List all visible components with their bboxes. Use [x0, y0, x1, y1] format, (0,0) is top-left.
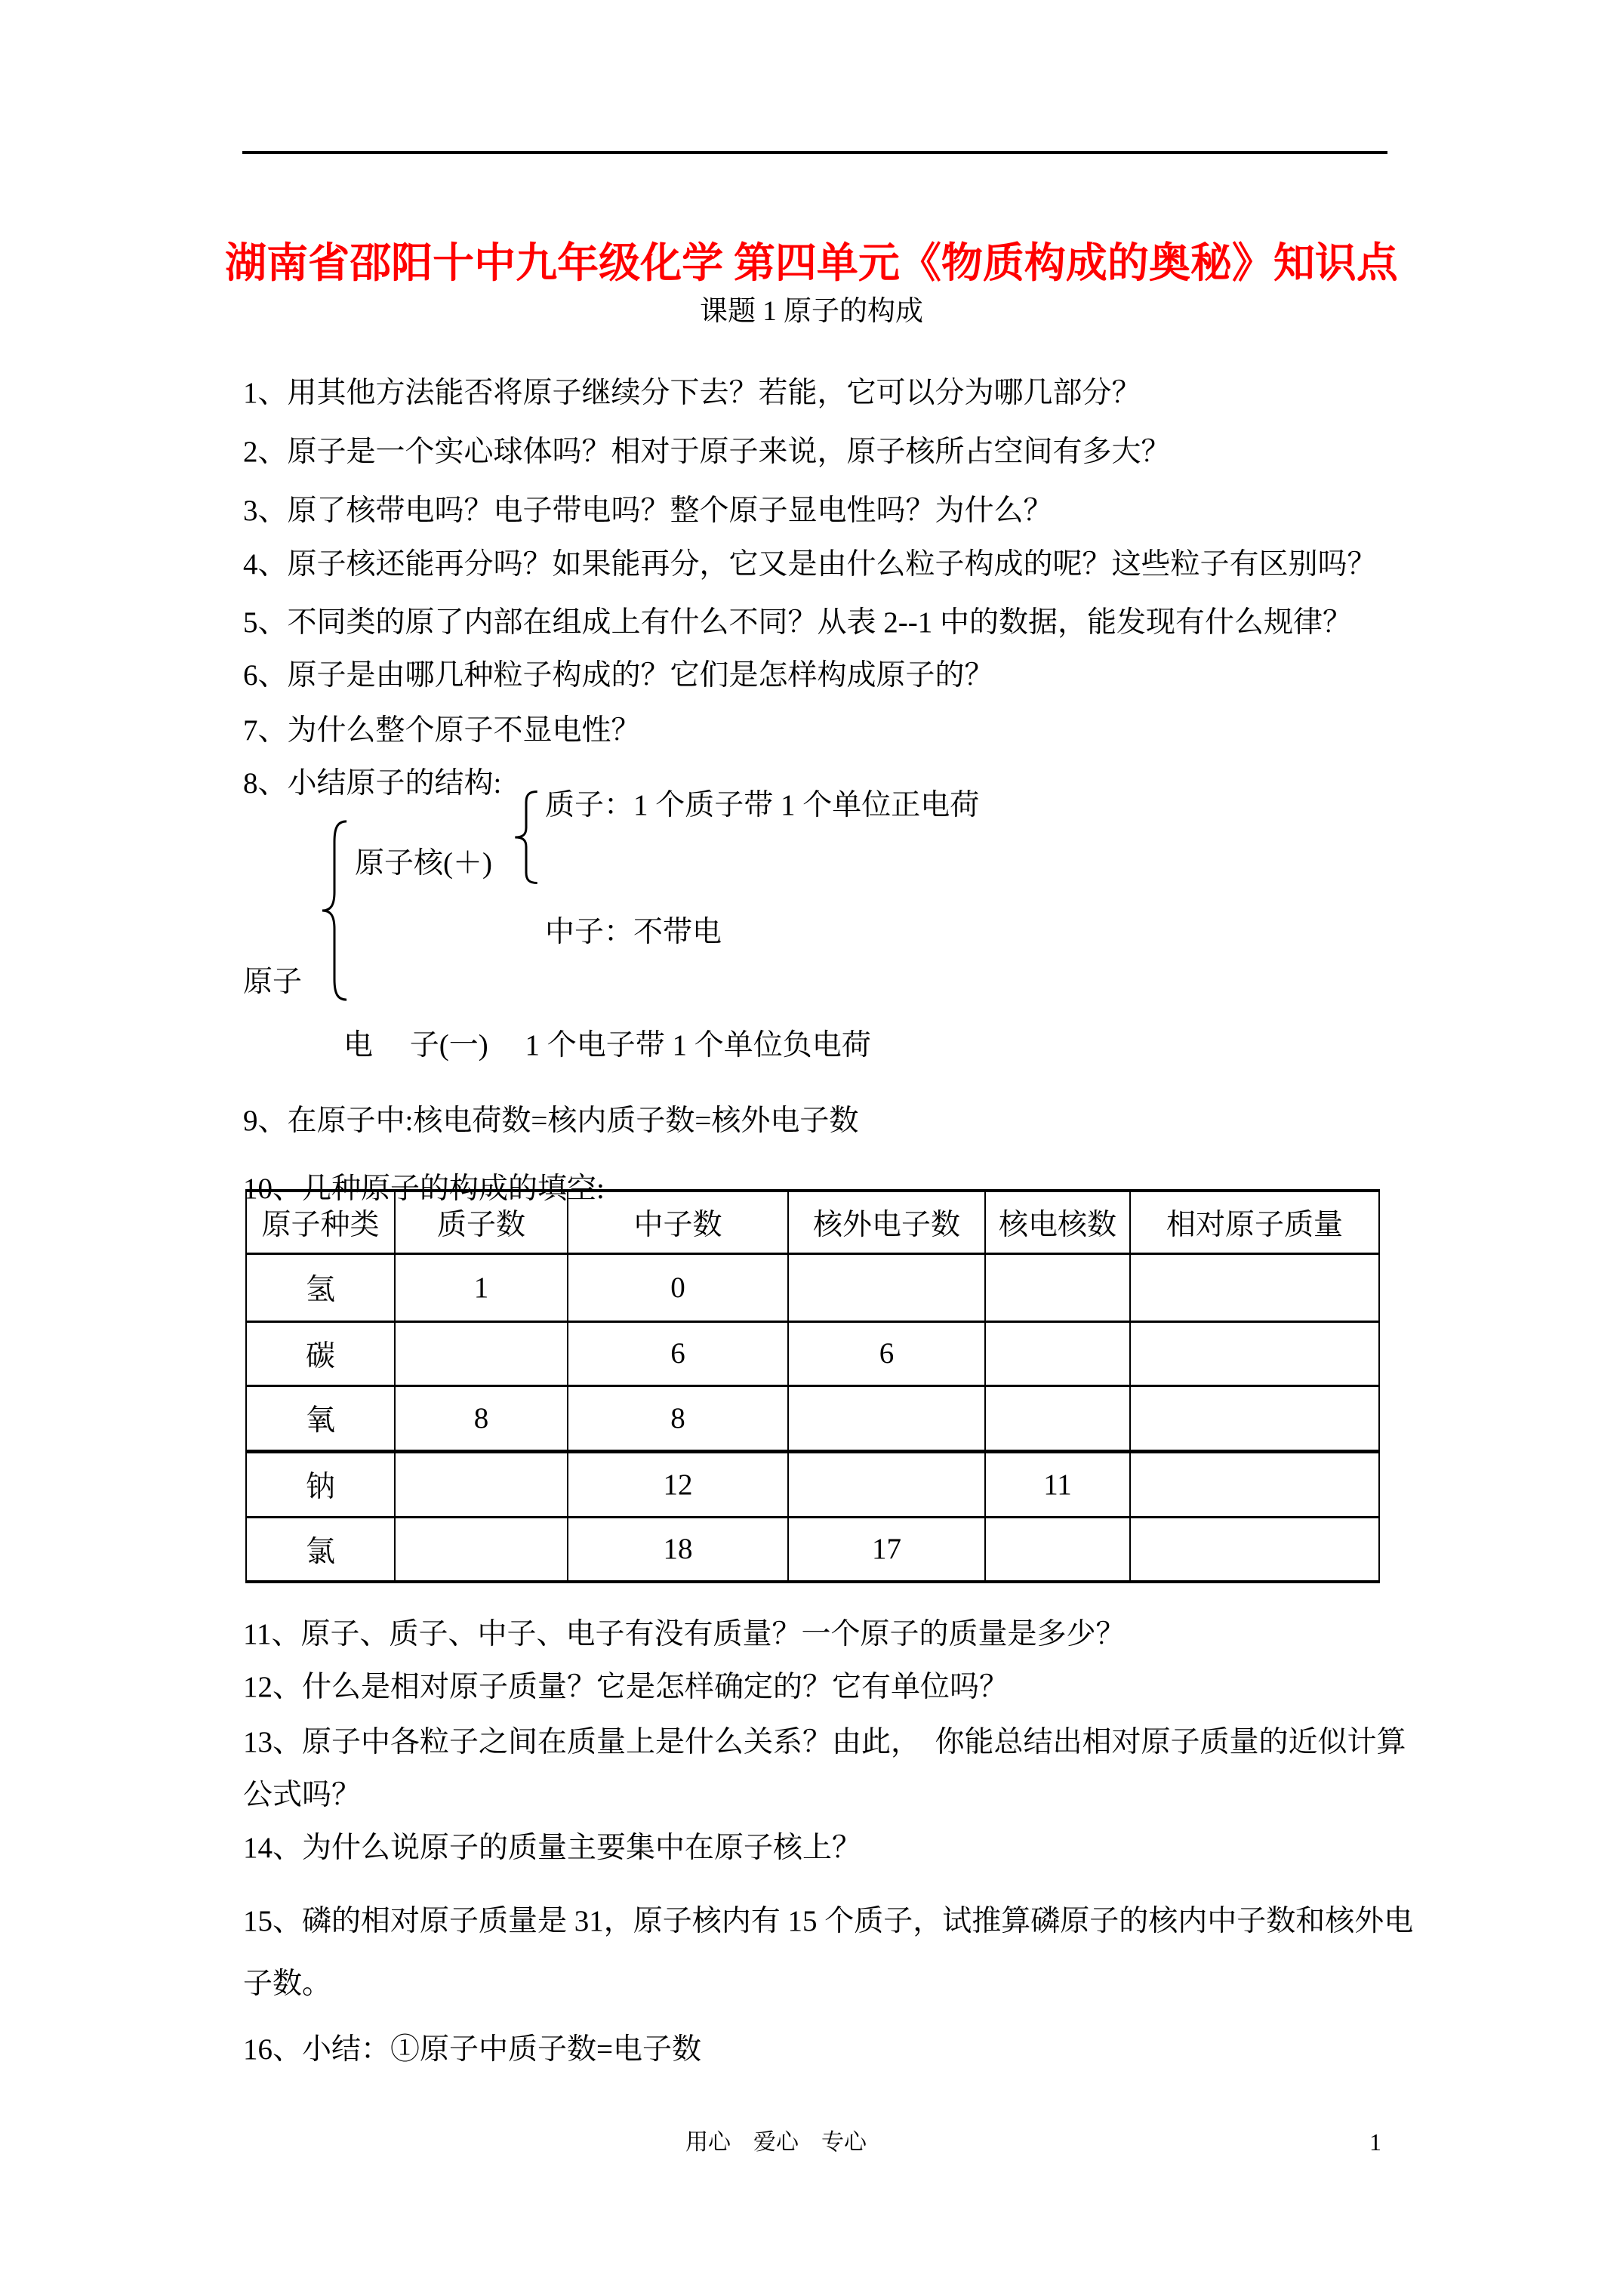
question-7: 7、为什么整个原子不显电性？: [243, 714, 641, 747]
footer-motto: 用心 爱心 专心: [685, 2130, 867, 2155]
table-cell: 6: [568, 1321, 788, 1385]
table-cell: 11: [985, 1451, 1130, 1517]
row-label: 钠: [246, 1451, 395, 1517]
table-cell: [1130, 1451, 1379, 1517]
question-14: 14、为什么说原子的质量主要集中在原子核上？: [243, 1832, 862, 1864]
question-3: 3、原了核带电吗？电子带电吗？整个原子显电性吗？为什么？: [243, 495, 1053, 527]
header-relative-mass: 相对原子质量: [1130, 1191, 1379, 1253]
diagram-nucleus-label: 原子核(＋): [355, 847, 492, 880]
table-cell: [788, 1385, 985, 1451]
header-proton-count: 质子数: [395, 1191, 568, 1253]
table-cell: [788, 1253, 985, 1321]
header-electron-count: 核外电子数: [788, 1191, 985, 1253]
table-header-row: [246, 1191, 1379, 1253]
diagram-electron-label: 电 子(一) 1 个电子带 1 个单位负电荷: [343, 1029, 871, 1062]
diagram-atom-label: 原子: [243, 966, 303, 998]
table-cell: [985, 1385, 1130, 1451]
header-neutron-count: 中子数: [568, 1191, 788, 1253]
table-cell: [395, 1321, 568, 1385]
table-cell: [395, 1451, 568, 1517]
diagram-proton-label: 质子：1 个质子带 1 个单位正电荷: [545, 789, 980, 821]
table-cell: 6: [788, 1321, 985, 1385]
table-cell: [985, 1321, 1130, 1385]
table-row-carbon: [246, 1321, 1379, 1385]
question-9: 9、在原子中:核电荷数=核内质子数=核外电子数: [243, 1105, 859, 1137]
row-label: 碳: [246, 1321, 395, 1385]
question-13-line1: 13、原子中各粒子之间在质量上是什么关系？由此， 你能总结出相对原子质量的近似计算: [243, 1726, 1406, 1758]
row-label: 氧: [246, 1385, 395, 1451]
question-5: 5、不同类的原了内部在组成上有什么不同？从表 2--1 中的数据，能发现有什么规律？: [243, 606, 1352, 639]
question-15-line2: 子数。: [243, 1968, 332, 2000]
question-13-line2: 公式吗？: [243, 1779, 362, 1811]
header-atom-type: 原子种类: [246, 1191, 395, 1253]
table-cell: [1130, 1385, 1379, 1451]
atom-composition-table: [245, 1189, 1380, 1583]
table-cell: 8: [395, 1385, 568, 1451]
page-number: 1: [1369, 2128, 1381, 2156]
table-cell: [1130, 1321, 1379, 1385]
table-row-chlorine: [246, 1517, 1379, 1582]
table-row-sodium: [246, 1451, 1379, 1517]
header-rule: [242, 151, 1387, 154]
row-label: 氢: [246, 1253, 395, 1321]
table-cell: [1130, 1517, 1379, 1582]
page-subtitle: 课题 1 原子的构成: [700, 296, 923, 327]
diagram-neutron-label: 中子：不带电: [545, 916, 722, 948]
table-cell: 1: [395, 1253, 568, 1321]
table-cell: 0: [568, 1253, 788, 1321]
large-brace: [317, 818, 352, 1003]
table-row-oxygen: [246, 1385, 1379, 1451]
question-8: 8、小结原子的结构:: [243, 767, 502, 800]
table-row-hydrogen: [246, 1253, 1379, 1321]
question-16: 16、小结：①原子中质子数=电子数: [243, 2033, 701, 2066]
row-label: 氯: [246, 1517, 395, 1582]
question-2: 2、原子是一个实心球体吗？相对于原子来说，原子核所占空间有多大？: [243, 436, 1171, 468]
table-cell: [395, 1517, 568, 1582]
table-cell: [1130, 1253, 1379, 1321]
question-15-line1: 15、磷的相对原子质量是 31，原子核内有 15 个质子，试推算磷原子的核内中子数和核外电: [243, 1905, 1414, 1937]
small-brace: [510, 790, 542, 885]
header-nuclear-charge: 核电核数: [985, 1191, 1130, 1253]
table-cell: [788, 1451, 985, 1517]
table-cell: 8: [568, 1385, 788, 1451]
table-cell: [985, 1517, 1130, 1582]
table-cell: [985, 1253, 1130, 1321]
table-cell: 12: [568, 1451, 788, 1517]
question-6: 6、原子是由哪几种粒子构成的？它们是怎样构成原子的？: [243, 659, 994, 692]
table-cell: 18: [568, 1517, 788, 1582]
question-4: 4、原子核还能再分吗？如果能再分，它又是由什么粒子构成的呢？这些粒子有区别吗？: [243, 548, 1377, 581]
table-cell: 17: [788, 1517, 985, 1582]
page-title: 湖南省邵阳十中九年级化学 第四单元《物质构成的奥秘》知识点: [225, 239, 1398, 286]
question-11: 11、原子、质子、中子、电子有没有质量？一个原子的质量是多少？: [243, 1618, 1126, 1650]
question-1: 1、用其他方法能否将原子继续分下去？若能，它可以分为哪几部分？: [243, 377, 1141, 409]
question-10: 10、几种原子的构成的填空:: [243, 1173, 605, 1205]
question-12: 12、什么是相对原子质量？它是怎样确定的？它有单位吗？: [243, 1671, 1009, 1703]
